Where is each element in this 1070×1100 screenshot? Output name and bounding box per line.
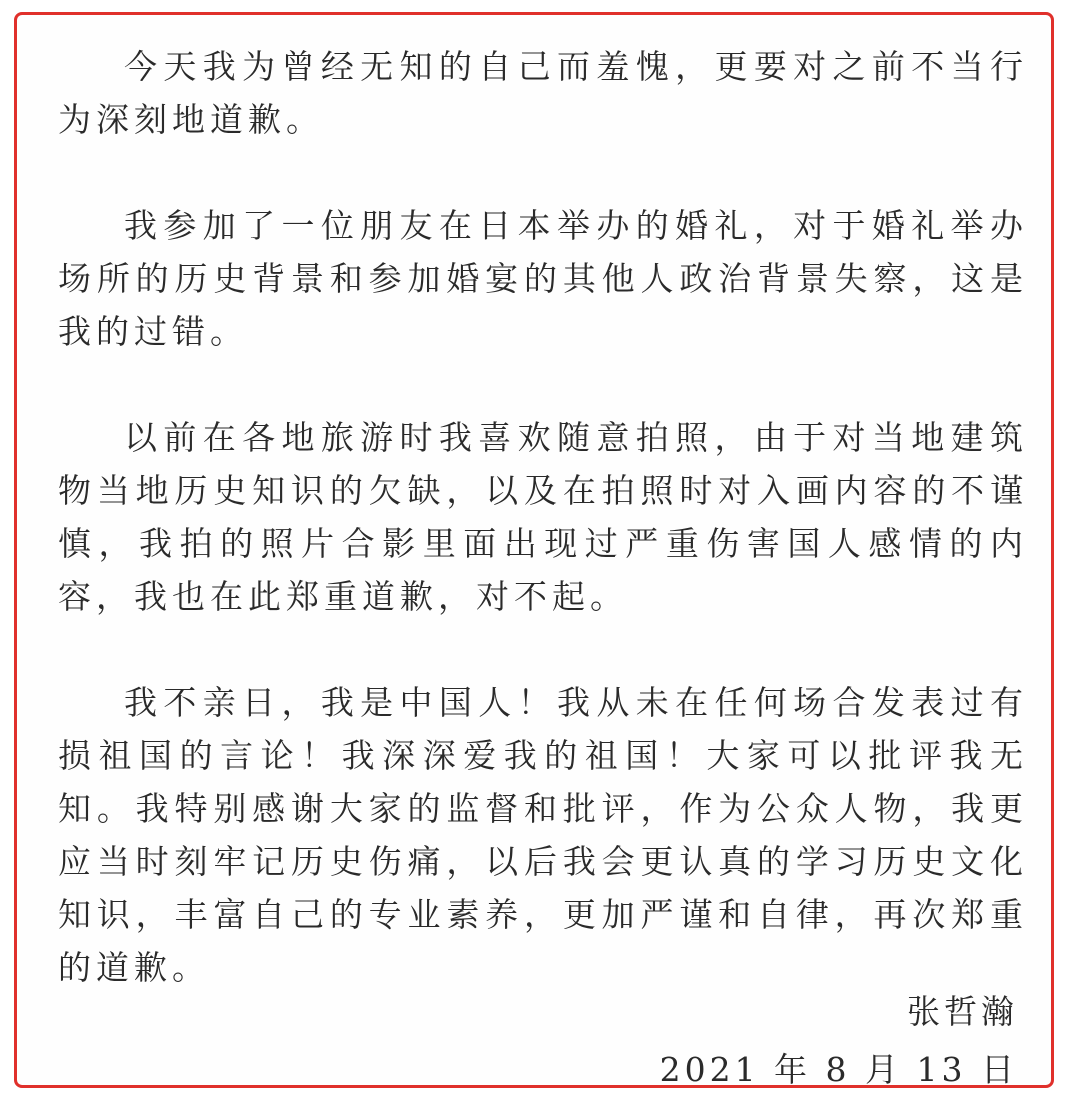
paragraph-wedding: 我参加了一位朋友在日本举办的婚礼，对于婚礼举办场所的历史背景和参加婚宴的其他人政治背景失察，这是我的过错。 <box>58 206 1028 351</box>
paragraph-patriotism: 我不亲日，我是中国人！我从未在任何场合发表过有损祖国的言论！我深深爱我的祖国！大家可以批评我无知。我特别感谢大家的监督和批评，作为公众人物，我更应当时刻牢记历史伤痛，以后我会更认真的学习历史文化知识，丰富自己的专业素养，更加严谨和自律，再次郑重的道歉。 <box>58 683 1028 987</box>
paragraph-apology-intro: 今天我为曾经无知的自己而羞愧，更要对之前不当行为深刻地道歉。 <box>58 47 1028 139</box>
letter-body <box>58 40 1028 994</box>
signature-name: 张哲瀚 <box>907 992 1018 1031</box>
paragraph-photos: 以前在各地旅游时我喜欢随意拍照，由于对当地建筑物当地历史知识的欠缺，以及在拍照时对入画内容的不谨慎，我拍的照片合影里面出现过严重伤害国人感情的内容，我也在此郑重道歉，对不起。 <box>58 418 1028 616</box>
signature-block <box>660 983 1018 1099</box>
signature-date: 2021 年 8 月 13 日 <box>659 1050 1018 1089</box>
